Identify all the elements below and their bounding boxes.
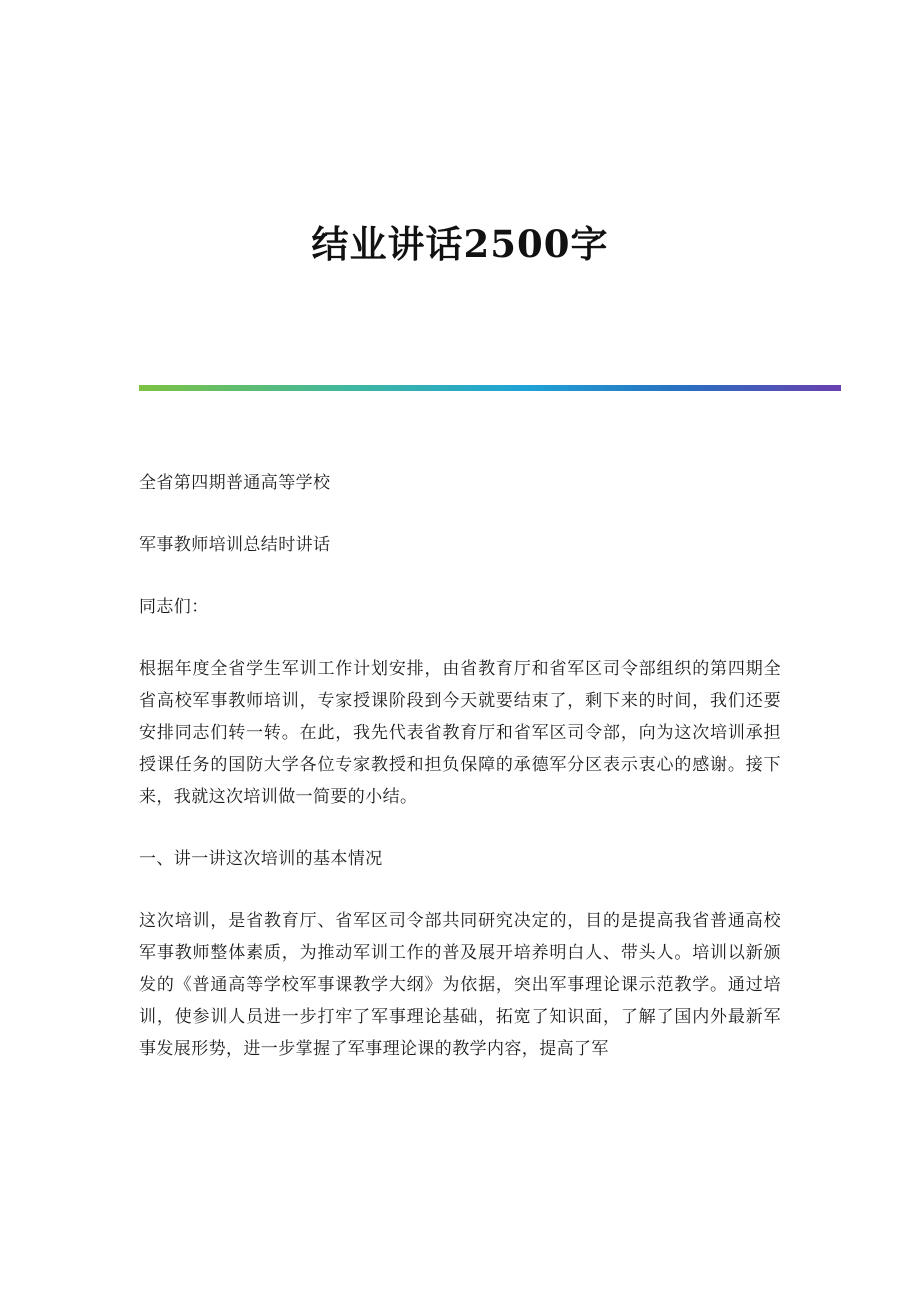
paragraph-intro: 根据年度全省学生军训工作计划安排，由省教育厅和省军区司令部组织的第四期全省高校军事教师培训，专家授课阶段到今天就要结束了，剩下来的时间，我们还要安排同志们转一转。在此，我先代表省教育厅和省军区司令部，向为这次培训承担授课任务的国防大学各位专家教授和担负保障的承德军分区表示衷心的感谢。接下来，我就这次培训做一简要的小结。 [139, 659, 781, 807]
gradient-divider [139, 385, 841, 391]
paragraph-section-1: 这次培训，是省教育厅、省军区司令部共同研究决定的，目的是提高我省普通高校军事教师整体素质，为推动军训工作的普及展开培养明白人、带头人。培训以新颁发的《普通高等学校军事课教学大纲》为依据，突出军事理论课示范教学。通过培训，使参训人员进一步打牢了军事理论基础，拓宽了知识面，了解了国内外最新军事发展形势，进一步掌握了军事理论课的教学内容，提高了军 [139, 911, 781, 1059]
paragraph-heading-line-2: 军事教师培训总结时讲话 [139, 535, 331, 555]
document-body [139, 467, 781, 1065]
section-heading-1: 一、讲一讲这次培训的基本情况 [139, 849, 383, 869]
document-title: 结业讲话2500字 [311, 222, 609, 266]
paragraph-heading-line-1: 全省第四期普通高等学校 [139, 473, 331, 493]
paragraph-salutation: 同志们： [139, 597, 209, 617]
